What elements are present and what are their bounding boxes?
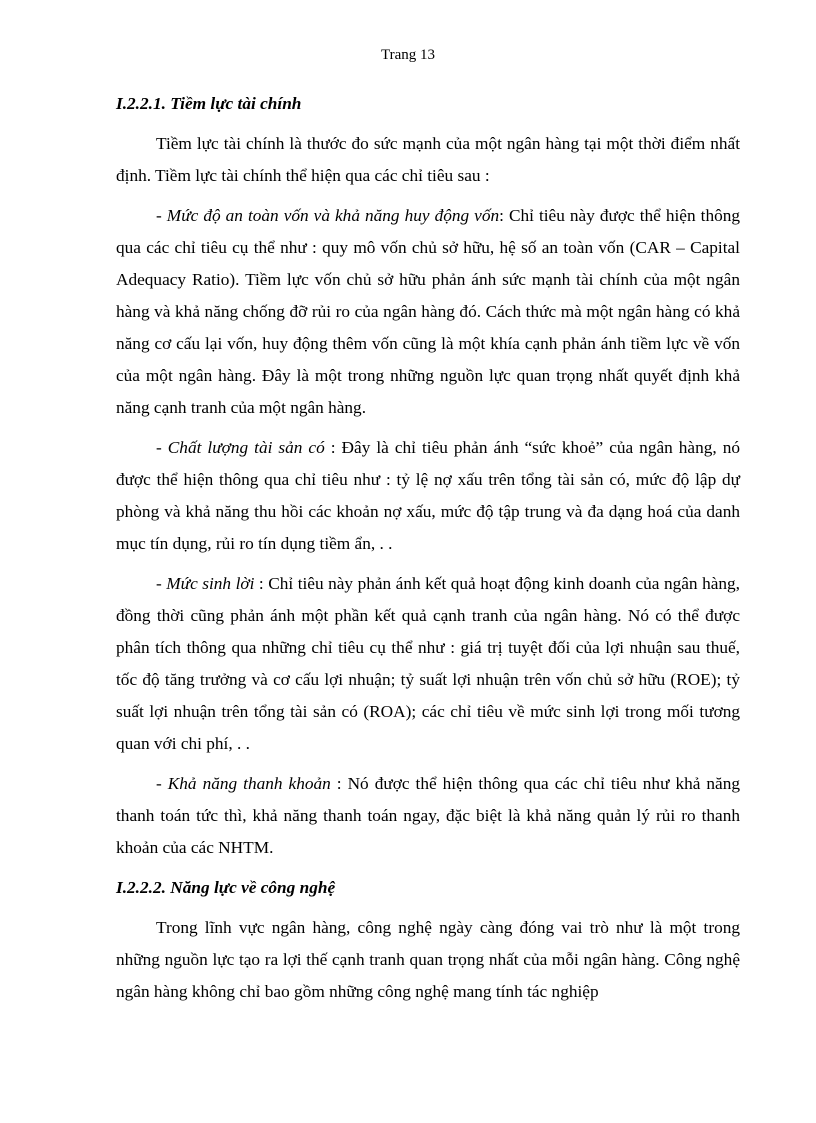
paragraph-profitability [116, 568, 740, 760]
paragraph-text: Tiềm lực tài chính là thước đo sức mạnh của một ngân hàng tại một thời điểm nhất định. Tiềm lực tài chính thể hiện qua các chỉ tiêu sau : [116, 134, 740, 185]
paragraph-liquidity [116, 768, 740, 864]
paragraph-asset-quality [116, 432, 740, 560]
paragraph-financial-intro [116, 128, 740, 192]
paragraph-capital-adequacy [116, 200, 740, 424]
section-heading-technology-capacity: I.2.2.2. Năng lực về công nghệ [116, 878, 336, 897]
list-dash: - [156, 206, 167, 225]
paragraph-technology-intro [116, 912, 740, 1008]
page-content [116, 88, 740, 1016]
section-heading-financial-capacity: I.2.2.1. Tiềm lực tài chính [116, 94, 302, 113]
paragraph-lead-term: Mức độ an toàn vốn và khả năng huy động vốn [166, 206, 500, 225]
paragraph-text: : Nó được thể hiện thông qua các chỉ tiêu như khả năng thanh toán tức thì, khả năng thanh toán ngay, đặc biệt là khả năng quản lý rủi ro thanh khoản của các NHTM. [116, 774, 741, 857]
list-dash: - [156, 438, 168, 457]
paragraph-lead-term: Mức sinh lời [166, 574, 255, 593]
paragraph-text: : Chỉ tiêu này phản ánh kết quả hoạt động kinh doanh của ngân hàng, đồng thời cũng phản ánh một phần kết quả cạnh tranh của ngân hàng. Nó có thể được phân tích thông qua những chỉ tiêu cụ thể như : giá trị tuyệt đối của lợi nhuận sau thuế, tốc độ tăng trưởng và cơ cấu lợi nhuận; tỷ suất lợi nhuận trên vốn chủ sở hữu (ROE); tỷ suất lợi nhuận trên tổng tài sản có (ROA); các chỉ tiêu về mức sinh lợi trong mối tương quan với chi phí, . . [116, 574, 740, 753]
list-dash: - [156, 574, 167, 593]
paragraph-lead-term: Chất lượng tài sản có [167, 438, 325, 457]
list-dash: - [156, 774, 168, 793]
paragraph-text: Trong lĩnh vực ngân hàng, công nghệ ngày càng đóng vai trò như là một trong những nguồn lực tạo ra lợi thế cạnh tranh quan trọng nhất của mỗi ngân hàng. Công nghệ ngân hàng không chỉ bao gồm những công nghệ mang tính tác nghiệp [116, 918, 740, 1001]
paragraph-text: : Đây là chỉ tiêu phản ánh “sức khoẻ” của ngân hàng, nó được thể hiện thông qua chỉ tiêu như : tỷ lệ nợ xấu trên tổng tài sản có, mức độ lập dự phòng và khả năng thu hồi các khoản nợ xấu, mức độ tập trung và đa dạng hoá của danh mục tín dụng, rủi ro tín dụng tiềm ẩn, . . [116, 438, 740, 553]
page-number: Trang 13 [380, 47, 436, 63]
paragraph-text: : Chỉ tiêu này được thể hiện thông qua các chỉ tiêu cụ thể như : quy mô vốn chủ sở hữu, hệ số an toàn vốn (CAR – Capital Adequacy Ratio). Tiềm lực vốn chủ sở hữu phản ánh sức mạnh tài chính của một ngân hàng và khả năng chống đỡ rủi ro của ngân hàng đó. Cách thức mà một ngân hàng có khả năng cơ cấu lại vốn, huy động thêm vốn cũng là một khía cạnh phản ánh tiềm lực về vốn của một ngân hàng. Đây là một trong những nguồn lực quan trọng nhất quyết định khả năng cạnh tranh của một ngân hàng. [116, 206, 741, 417]
paragraph-lead-term: Khả năng thanh khoản [167, 774, 331, 793]
